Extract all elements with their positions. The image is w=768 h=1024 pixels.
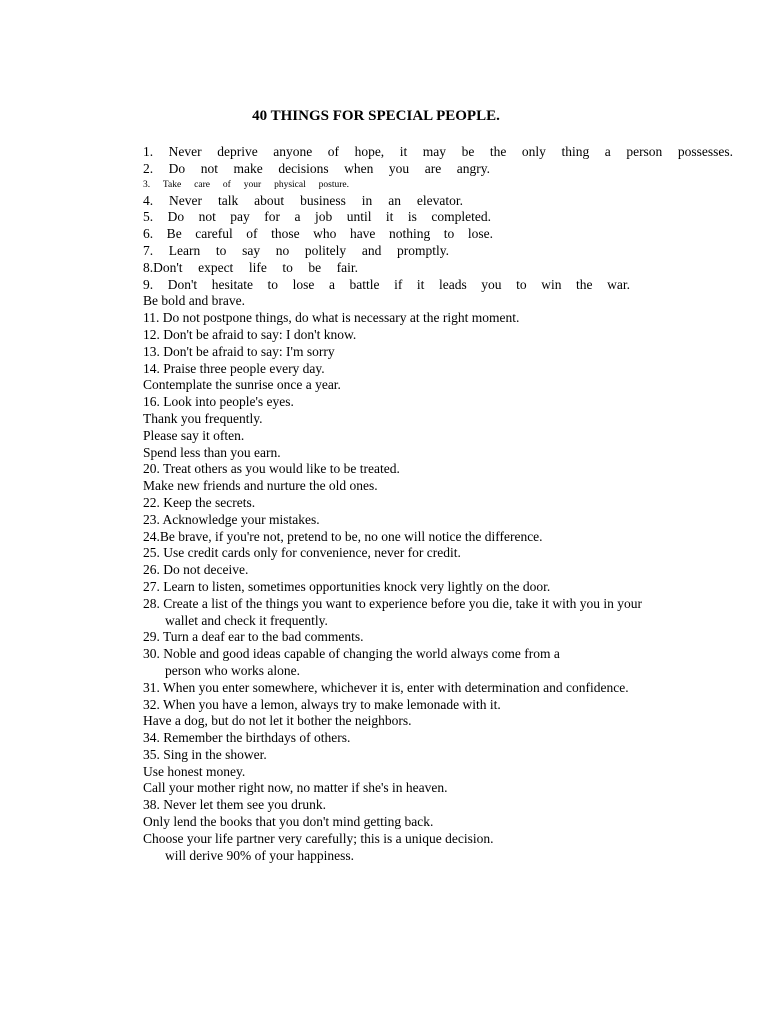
list-item: 16. Look into people's eyes. xyxy=(143,394,294,410)
list-item: Only lend the books that you don't mind getting back. xyxy=(143,814,434,830)
list-item-continuation: will derive 90% of your happiness. xyxy=(165,847,354,863)
list-item: 38. Never let them see you drunk. xyxy=(143,797,326,813)
list-item-continuation: wallet and check it frequently. xyxy=(165,612,328,628)
list-item: 28. Create a list of the things you want to experience before you die, take it with you in your xyxy=(143,595,642,611)
list-item: Choose your life partner very carefully; this is a unique decision. xyxy=(143,830,494,846)
list-item: 29. Turn a deaf ear to the bad comments. xyxy=(143,629,364,645)
things-list xyxy=(143,144,733,864)
list-item: 2. Do not make decisions when you are angry. xyxy=(143,160,490,176)
list-item: Make new friends and nurture the old ones. xyxy=(143,478,378,494)
list-item: Call your mother right now, no matter if she's in heaven. xyxy=(143,780,448,796)
list-item: 32. When you have a lemon, always try to make lemonade with it. xyxy=(143,696,501,712)
list-item-continuation: person who works alone. xyxy=(165,662,300,678)
list-item: 31. When you enter somewhere, whichever it is, enter with determination and confidence. xyxy=(143,679,629,695)
document-title: 40 THINGS FOR SPECIAL PEOPLE. xyxy=(252,108,500,124)
list-item: Use honest money. xyxy=(143,763,246,779)
list-item: 25. Use credit cards only for convenience, never for credit. xyxy=(143,545,461,561)
list-item: 1. Never deprive anyone of hope, it may be the only thing a person possesses. xyxy=(143,144,733,159)
list-item: 23. Acknowledge your mistakes. xyxy=(143,511,320,527)
list-item: 11. Do not postpone things, do what is necessary at the right moment. xyxy=(143,310,520,326)
list-item: 8.Don't expect life to be fair. xyxy=(143,259,358,275)
list-item: Thank you frequently. xyxy=(143,410,263,426)
list-item: 24.Be brave, if you're not, pretend to be, no one will notice the difference. xyxy=(143,528,543,544)
list-item: 22. Keep the secrets. xyxy=(143,494,256,510)
list-item: 13. Don't be afraid to say: I'm sorry xyxy=(143,343,335,359)
list-item: 4. Never talk about business in an elevator. xyxy=(143,192,463,208)
list-item: 5. Do not pay for a job until it is completed. xyxy=(143,209,491,225)
list-item: Contemplate the sunrise once a year. xyxy=(143,377,341,393)
list-item: Please say it often. xyxy=(143,427,245,443)
list-item: 12. Don't be afraid to say: I don't know. xyxy=(143,326,357,342)
list-item: 14. Praise three people every day. xyxy=(143,360,325,376)
list-item: 6. Be careful of those who have nothing to lose. xyxy=(143,226,493,242)
list-item: Have a dog, but do not let it bother the neighbors. xyxy=(143,713,412,729)
list-item: 9. Don't hesitate to lose a battle if it leads you to win the war. xyxy=(143,276,630,292)
list-item: 3. Take care of your physical posture. xyxy=(143,179,349,190)
list-item: Spend less than you earn. xyxy=(143,444,281,460)
list-item: 27. Learn to listen, sometimes opportunities knock very lightly on the door. xyxy=(143,578,551,594)
list-item: Be bold and brave. xyxy=(143,293,245,309)
list-item: 20. Treat others as you would like to be treated. xyxy=(143,461,400,477)
list-item: 26. Do not deceive. xyxy=(143,562,249,578)
list-item: 34. Remember the birthdays of others. xyxy=(143,730,351,746)
list-item: 30. Noble and good ideas capable of changing the world always come from a xyxy=(143,646,560,662)
list-item: 7. Learn to say no politely and promptly. xyxy=(143,242,449,258)
list-item: 35. Sing in the shower. xyxy=(143,746,267,762)
